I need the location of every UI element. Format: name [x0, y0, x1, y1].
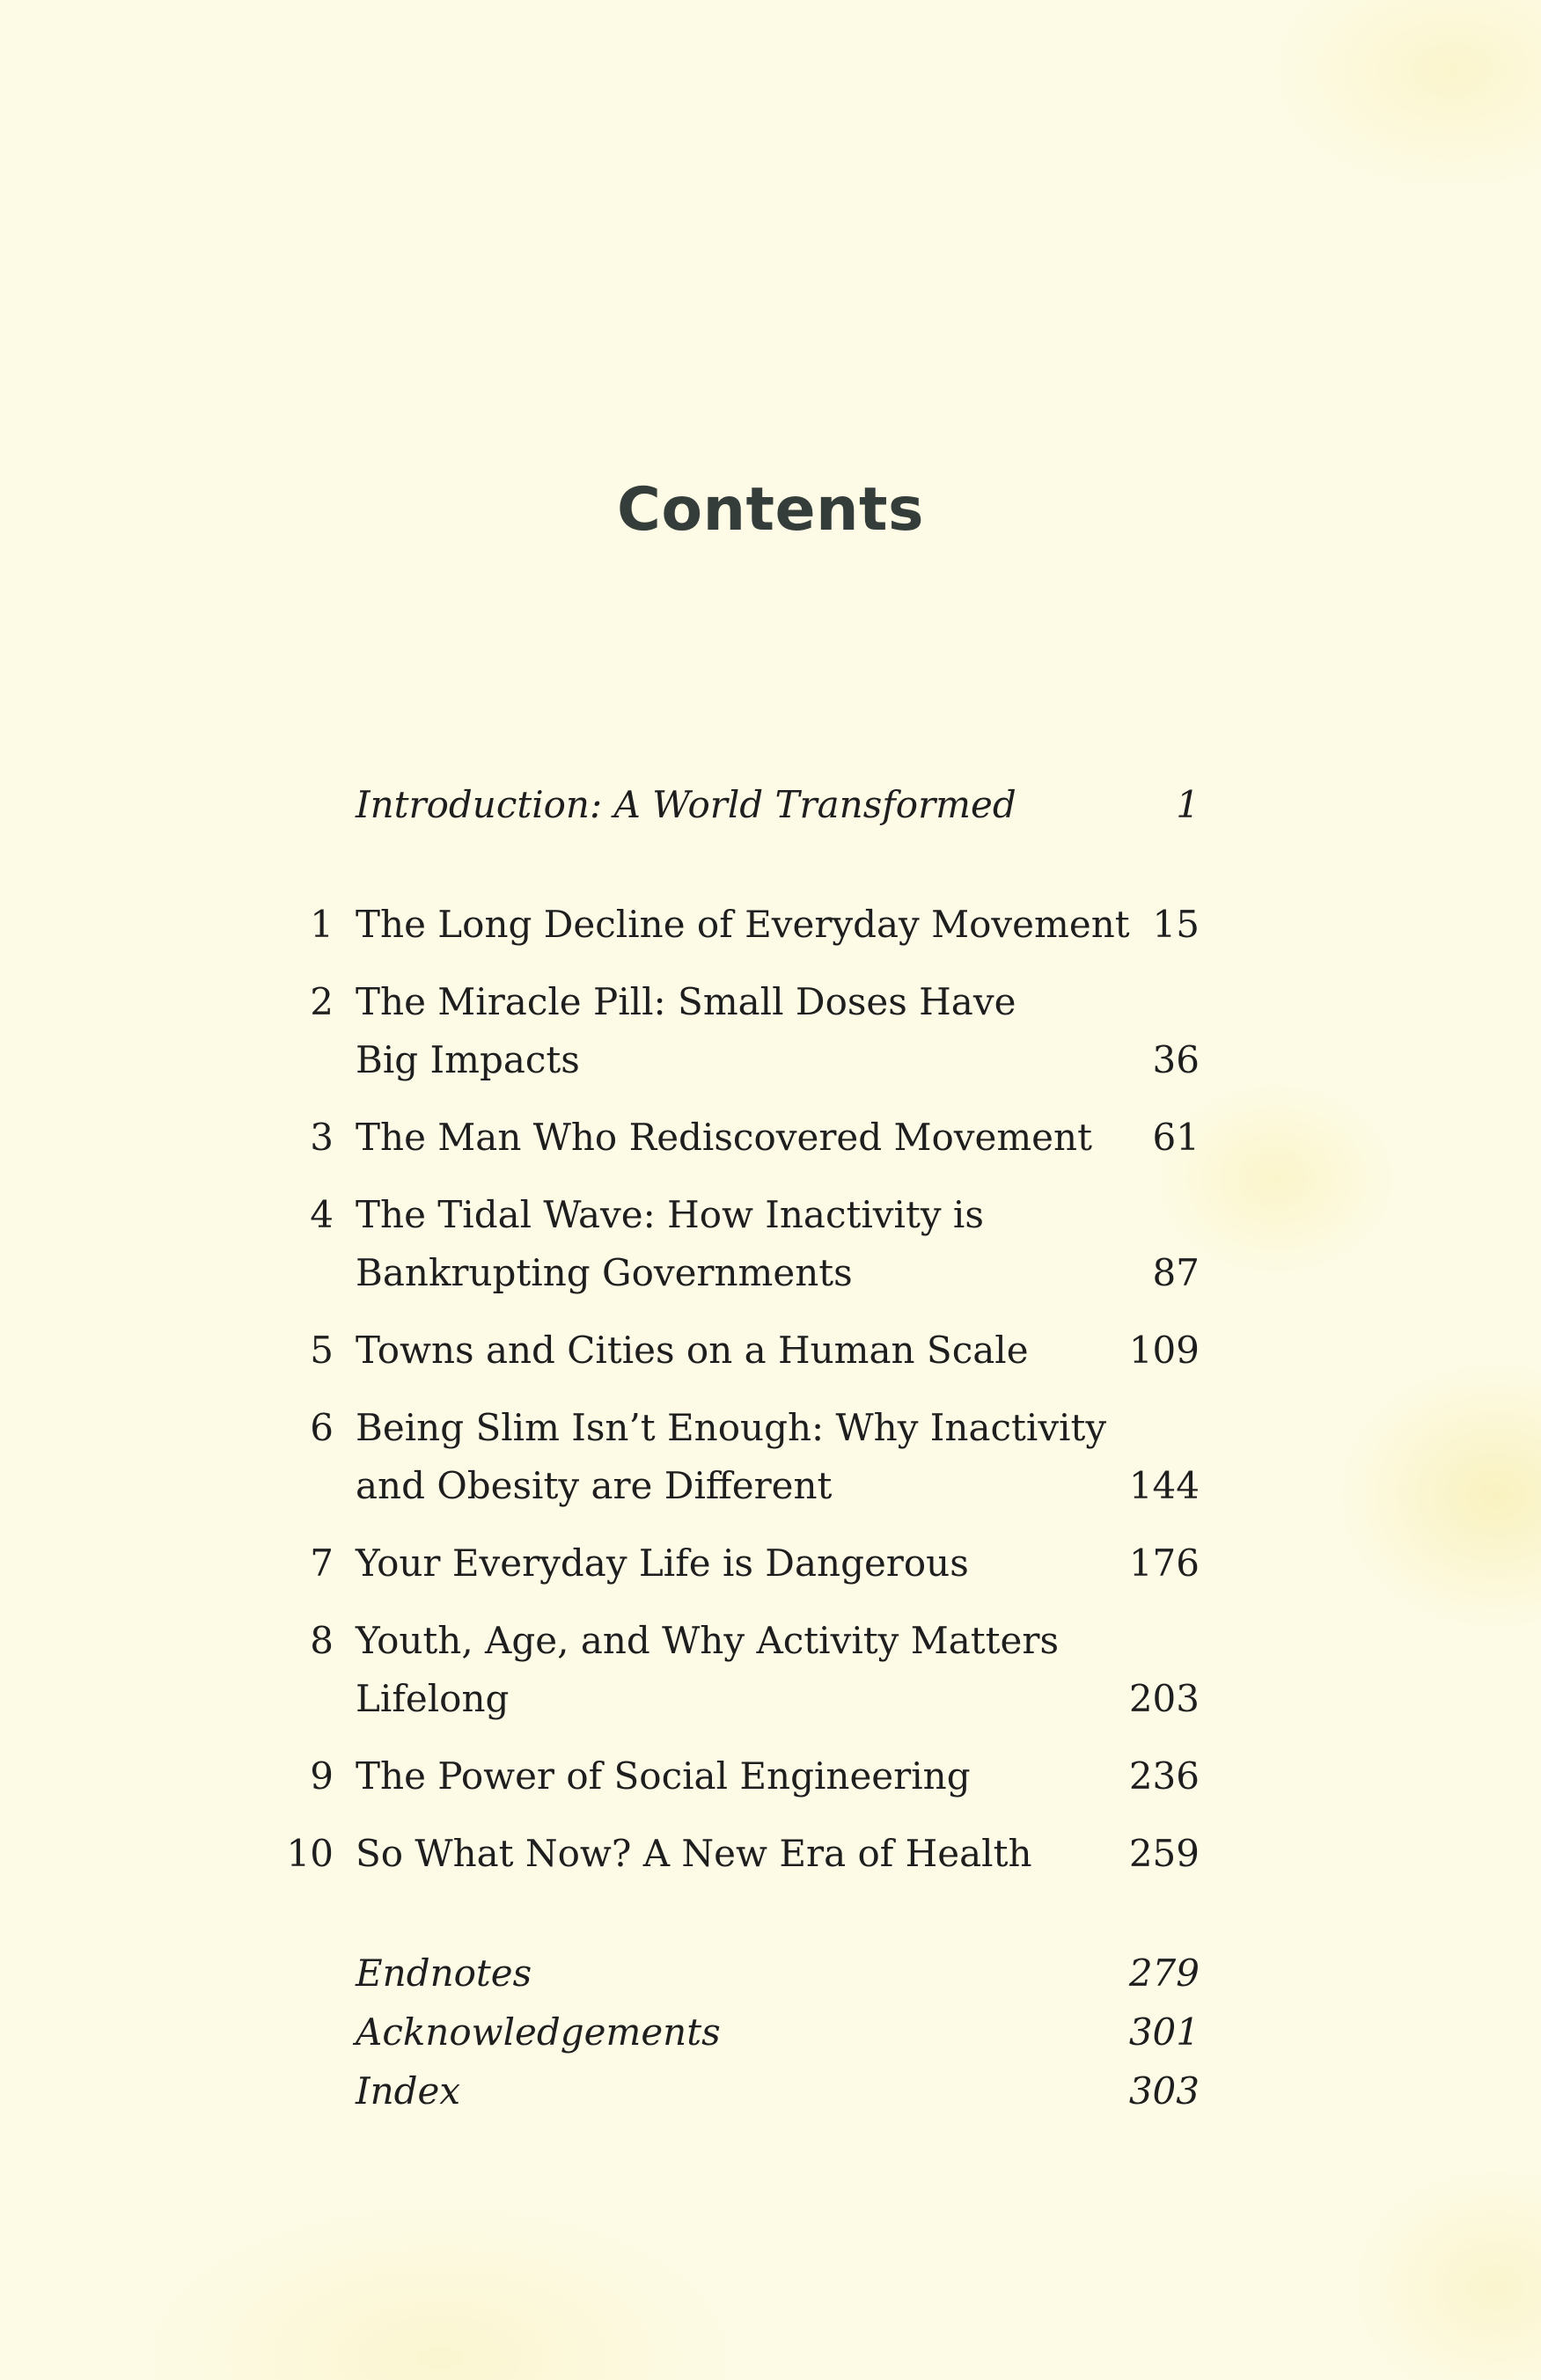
toc-entry-page: 176	[1128, 1542, 1200, 1585]
toc-entry-page: 87	[1152, 1251, 1200, 1294]
toc-entry-label: So What Now? A New Era of Health	[356, 1832, 1032, 1875]
toc-entry-label: The Long Decline of Everyday Movement	[356, 903, 1130, 946]
page-title: Contents	[616, 475, 925, 545]
toc-entry-label-continued: and Obesity are Different	[356, 1464, 833, 1507]
toc-entry-label: Youth, Age, and Why Activity Matters	[356, 1619, 1060, 1662]
toc-entry-label: Being Slim Isn’t Enough: Why Inactivity	[356, 1406, 1107, 1449]
chapter-number: 10	[286, 1832, 334, 1875]
toc-entry-label: Index	[356, 2069, 461, 2113]
toc-entry-label: The Power of Social Engineering	[356, 1754, 971, 1798]
toc-entry-page: 259	[1128, 1832, 1200, 1875]
toc-entry-acknowledgements[interactable]	[0, 2003, 1541, 2065]
toc-entry-introduction[interactable]	[0, 776, 1541, 838]
toc-entry-label: The Miracle Pill: Small Doses Have	[356, 980, 1016, 1023]
toc-entry-page: 144	[1128, 1464, 1200, 1507]
toc-entry-label-continued: Lifelong	[356, 1677, 510, 1720]
toc-entry-chapter-7[interactable]	[0, 1534, 1541, 1596]
chapter-number: 7	[310, 1542, 334, 1585]
chapter-number: 6	[310, 1406, 334, 1449]
toc-entry-label: Towns and Cities on a Human Scale	[356, 1329, 1029, 1372]
toc-entry-chapter-3[interactable]	[0, 1109, 1541, 1170]
toc-entry-label: Your Everyday Life is Dangerous	[356, 1542, 969, 1585]
toc-entry-page: 109	[1128, 1329, 1200, 1372]
chapter-number: 4	[310, 1193, 334, 1236]
toc-entry-chapter-10[interactable]	[0, 1825, 1541, 1886]
toc-entry-chapter-8-continued[interactable]	[0, 1670, 1541, 1732]
toc-entry-page: 15	[1152, 903, 1200, 946]
toc-entry-label: Endnotes	[356, 1952, 532, 1995]
toc-entry-label-continued: Big Impacts	[356, 1038, 580, 1081]
toc-entry-page: 303	[1128, 2069, 1200, 2113]
toc-entry-chapter-4-continued[interactable]	[0, 1244, 1541, 1306]
chapter-number: 9	[310, 1754, 334, 1798]
toc-entry-label: Acknowledgements	[356, 2010, 721, 2054]
toc-entry-page: 36	[1152, 1038, 1200, 1081]
chapter-number: 8	[310, 1619, 334, 1662]
toc-entry-page: 236	[1128, 1754, 1200, 1798]
toc-entry-chapter-4[interactable]	[0, 1186, 1541, 1248]
toc-entry-label: The Man Who Rediscovered Movement	[356, 1116, 1092, 1159]
toc-entry-chapter-6[interactable]	[0, 1399, 1541, 1461]
chapter-number: 3	[310, 1116, 334, 1159]
toc-entry-chapter-1[interactable]	[0, 896, 1541, 957]
toc-entry-index[interactable]	[0, 2062, 1541, 2124]
toc-entry-chapter-2[interactable]	[0, 973, 1541, 1035]
toc-entry-label-continued: Bankrupting Governments	[356, 1251, 853, 1294]
toc-entry-chapter-8[interactable]	[0, 1612, 1541, 1673]
toc-entry-page: 1	[1176, 783, 1200, 826]
toc-entry-chapter-5[interactable]	[0, 1322, 1541, 1383]
toc-entry-chapter-2-continued[interactable]	[0, 1031, 1541, 1093]
chapter-number: 5	[310, 1329, 334, 1372]
toc-entry-page: 301	[1128, 2010, 1200, 2054]
toc-entry-page: 203	[1128, 1677, 1200, 1720]
toc-entry-chapter-6-continued[interactable]	[0, 1457, 1541, 1519]
toc-entry-label: The Tidal Wave: How Inactivity is	[356, 1193, 984, 1236]
toc-entry-label: Introduction: A World Transformed	[356, 783, 1016, 826]
toc-entry-endnotes[interactable]	[0, 1944, 1541, 2006]
chapter-number: 1	[310, 903, 334, 946]
toc-entry-chapter-9[interactable]	[0, 1747, 1541, 1809]
toc-entry-page: 279	[1128, 1952, 1200, 1995]
chapter-number: 2	[310, 980, 334, 1023]
toc-entry-page: 61	[1152, 1116, 1200, 1159]
